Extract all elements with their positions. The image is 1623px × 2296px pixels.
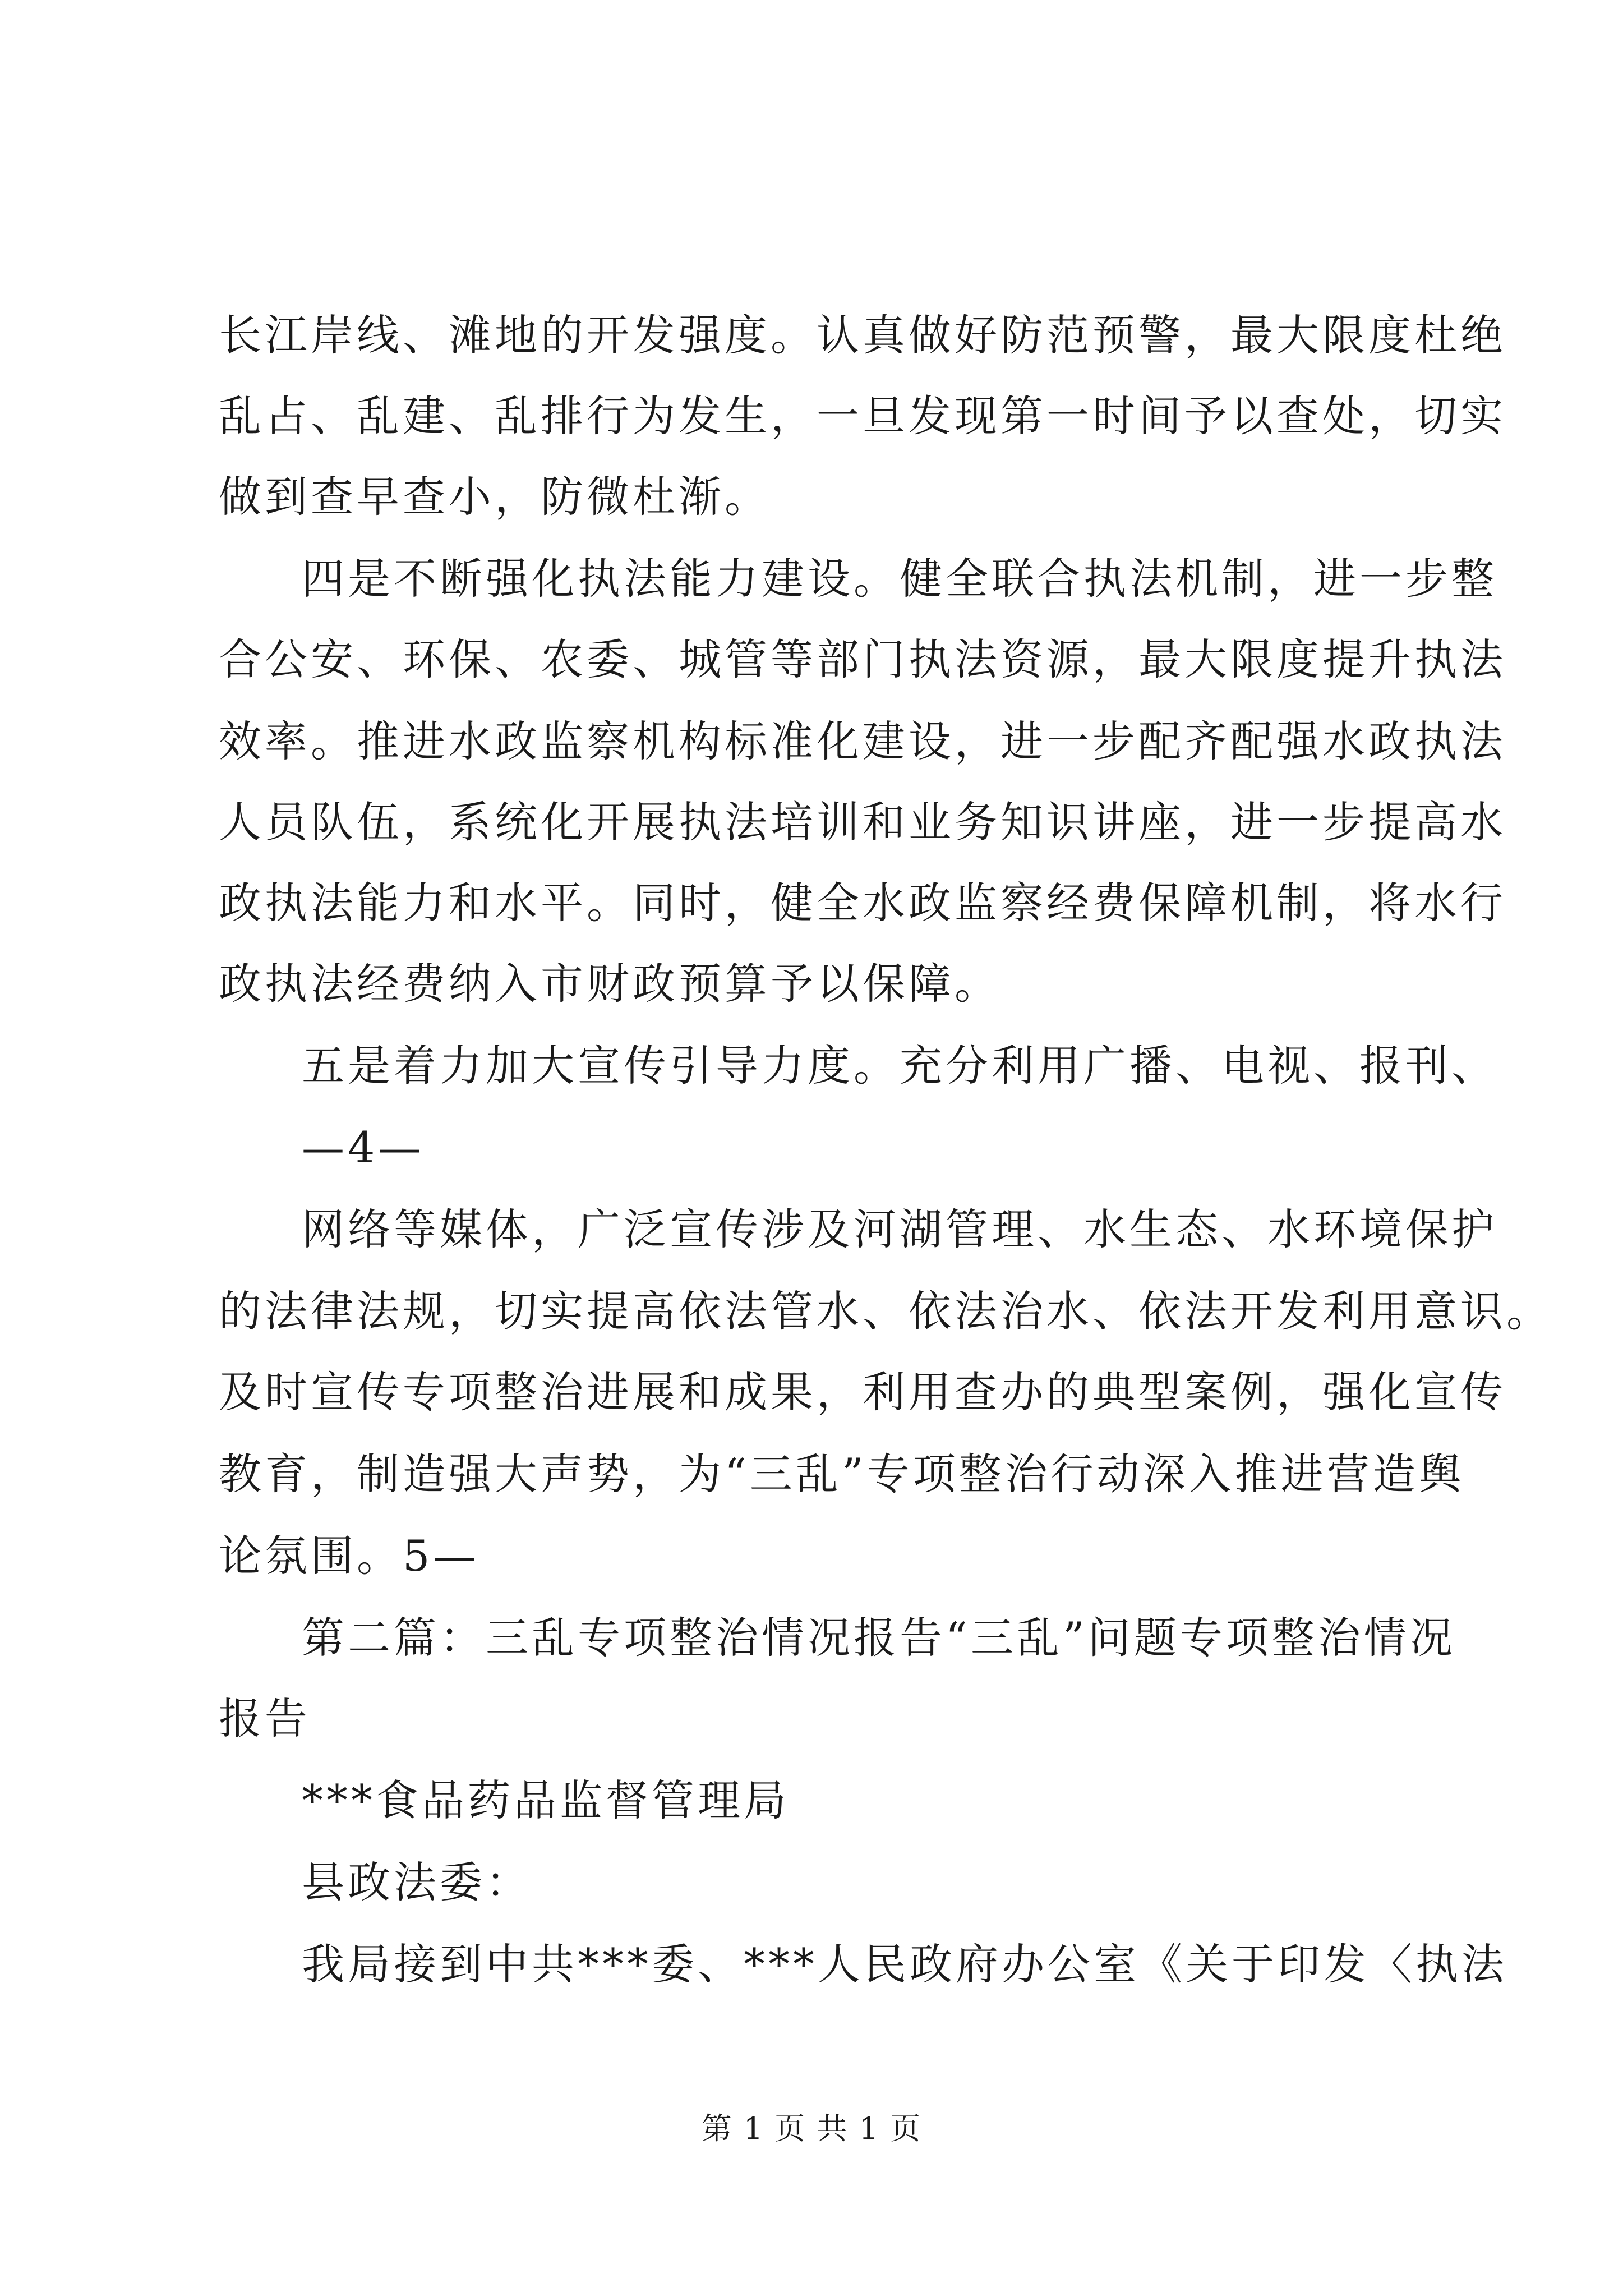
text-line-3: 做到查早查小，防微杜渐。 (219, 472, 771, 522)
text-line-13: 及时宣传专项整治进展和成果，利用查办的典型案例，强化宣传 (219, 1367, 1506, 1417)
text-line-9: 政执法经费纳入市财政预算予以保障。 (219, 959, 1000, 1009)
text-line-2: 乱占、乱建、乱排行为发生，一旦发现第一时间予以查处，切实 (219, 391, 1506, 441)
text-line-16: 我局接到中共***委、***人民政府办公室《关于印发〈执法 (302, 1939, 1507, 1989)
text-line-1: 长江岸线、滩地的开发强度。认真做好防范预警，最大限度杜绝 (219, 310, 1506, 360)
text-line-4: 四是不断强化执法能力建设。健全联合执法机制，进一步整 (302, 554, 1497, 604)
text-line-8: 政执法能力和水平。同时，健全水政监察经费保障机制，将水行 (219, 878, 1506, 928)
text-line-11: 网络等媒体，广泛宣传涉及河湖管理、水生态、水环境保护 (302, 1204, 1497, 1254)
section-heading-line-2: 报告 (219, 1694, 311, 1743)
text-line-15: 论氛围。5— (219, 1531, 479, 1581)
text-line-7: 人员队伍，系统化开展执法培训和业务知识讲座，进一步提高水 (219, 797, 1506, 847)
section-heading-line-1: 第二篇：三乱专项整治情况报告“三乱”问题专项整治情况 (302, 1613, 1456, 1663)
issuer-line: ***食品药品监督管理局 (302, 1775, 790, 1825)
page-number-marker-4: —4— (302, 1122, 425, 1172)
page-footer: 第 1 页 共 1 页 (701, 2111, 922, 2146)
recipient-line: 县政法委： (302, 1857, 532, 1907)
text-line-5: 合公安、环保、农委、城管等部门执法资源，最大限度提升执法 (219, 634, 1506, 684)
text-line-10: 五是着力加大宣传引导力度。充分利用广播、电视、报刊、 (302, 1041, 1497, 1091)
text-line-14: 教育，制造强大声势，为“三乱”专项整治行动深入推进营造舆 (219, 1449, 1465, 1499)
text-line-12: 的法律法规，切实提高依法管水、依法治水、依法开发利用意识。 (219, 1286, 1552, 1336)
text-line-6: 效率。推进水政监察机构标准化建设，进一步配齐配强水政执法 (219, 716, 1506, 766)
